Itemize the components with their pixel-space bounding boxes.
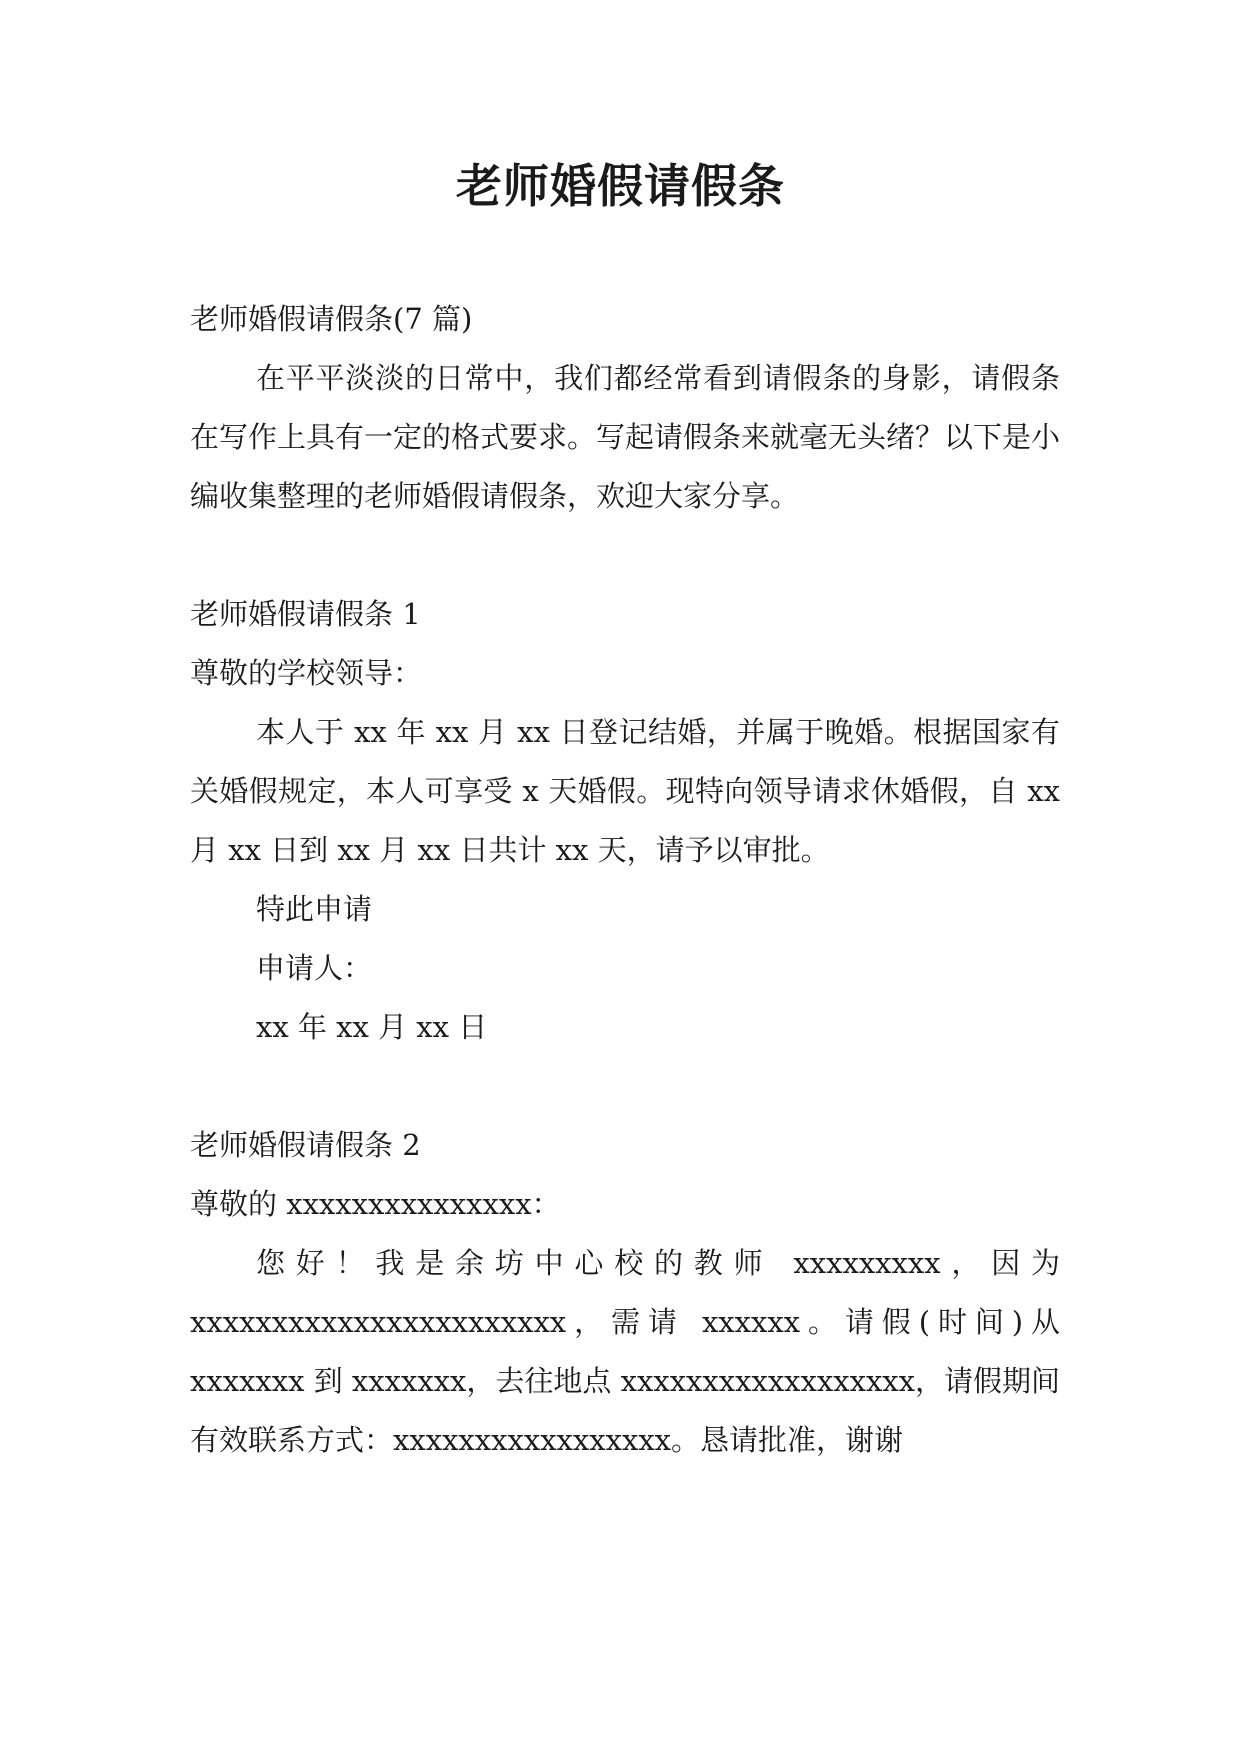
- document-subtitle: 老师婚假请假条(7 篇): [190, 302, 473, 336]
- section1-closing: 特此申请: [256, 892, 373, 926]
- intro-paragraph: 在平平淡淡的日常中，我们都经常看到请假条的身影，请假条在写作上具有一定的格式要求。写起请假条来就毫无头绪？以下是小编收集整理的老师婚假请假条，欢迎大家分享。: [190, 361, 1061, 513]
- document-title: 老师婚假请假条: [456, 159, 785, 213]
- section1-date: xx 年 xx 月 xx 日: [256, 1010, 488, 1044]
- document-body: [190, 290, 1060, 1470]
- paragraph-gap: [190, 1057, 1060, 1116]
- section1-body: 本人于 xx 年 xx 月 xx 日登记结婚，并属于晚婚。根据国家有关婚假规定，本人可享受 x 天婚假。现特向领导请求休婚假，自 xx 月 xx 日到 xx 月 xx 日共计 xx 天，请予以审批。: [190, 715, 1060, 867]
- section1-applicant: 申请人：: [256, 951, 373, 985]
- section2-body: 您好！我是余坊中心校的教师 xxxxxxxxx，因为 xxxxxxxxxxxxxxxxxxxxxxx，需请 xxxxxx。请假(时间)从 xxxxxxx 到 xxxxxxx，去往地点 xxxxxxxxxxxxxxxxxx，请假期间有效联系方式：xxxxxxxxxxxxxxxxx。恳请批准，谢谢: [190, 1246, 1061, 1457]
- paragraph-gap: [190, 526, 1060, 585]
- section1-heading: 老师婚假请假条 1: [190, 597, 421, 631]
- section2-salutation: 尊敬的 xxxxxxxxxxxxxxx：: [190, 1187, 561, 1221]
- section2-heading: 老师婚假请假条 2: [190, 1128, 421, 1162]
- section1-salutation: 尊敬的学校领导：: [190, 656, 423, 690]
